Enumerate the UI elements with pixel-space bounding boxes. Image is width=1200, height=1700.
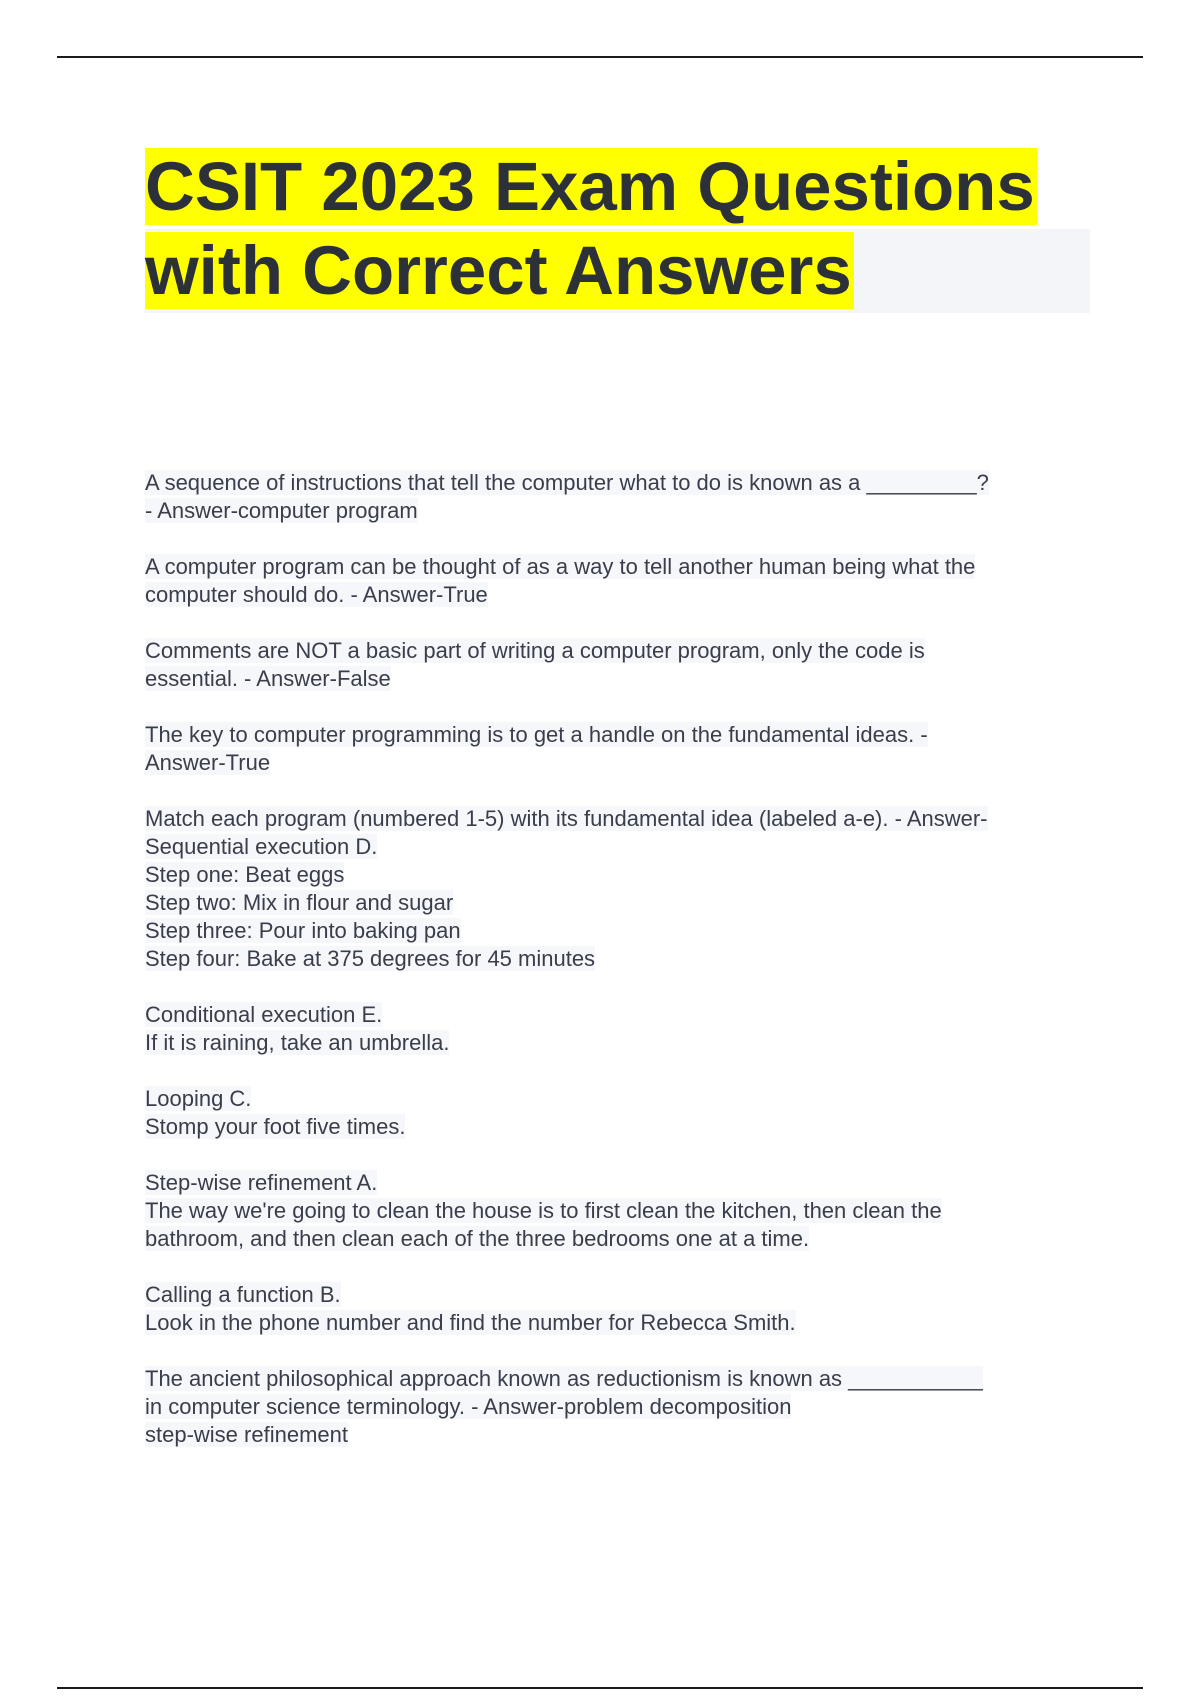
bottom-rule [57, 1687, 1143, 1689]
qa-line [145, 637, 1085, 665]
qa-line [145, 721, 1085, 749]
qa-line [145, 469, 1085, 497]
qa-line [145, 833, 1085, 861]
qa-line-text: Comments are NOT a basic part of writing a computer program, only the code is [145, 638, 925, 663]
title-line-2 [145, 229, 1090, 313]
qa-line-text: The way we're going to clean the house is to first clean the kitchen, then clean the [145, 1198, 942, 1223]
qa-line-text: Conditional execution E. [145, 1002, 383, 1027]
qa-line-text: - Answer-computer program [145, 498, 418, 523]
qa-line [145, 581, 1085, 609]
qa-line [145, 889, 1085, 917]
qa-line [145, 1281, 1085, 1309]
qa-item [145, 1365, 1085, 1449]
qa-line [145, 665, 1085, 693]
qa-line-text: Step-wise refinement A. [145, 1170, 378, 1195]
qa-line-text: Answer-True [145, 750, 271, 775]
qa-item [145, 1281, 1085, 1337]
qa-line [145, 1113, 1085, 1141]
qa-line-text: The key to computer programming is to get a handle on the fundamental ideas. - [145, 722, 928, 747]
qa-line [145, 1001, 1085, 1029]
qa-item [145, 553, 1085, 609]
qa-line [145, 1225, 1085, 1253]
qa-line [145, 553, 1085, 581]
qa-line-text: Calling a function B. [145, 1282, 341, 1307]
qa-line-text: Step one: Beat eggs [145, 862, 345, 887]
qa-line-text: bathroom, and then clean each of the three bedrooms one at a time. [145, 1226, 810, 1251]
qa-line [145, 805, 1085, 833]
qa-line-text: Step four: Bake at 375 degrees for 45 minutes [145, 946, 596, 971]
qa-line [145, 1309, 1085, 1337]
qa-line [145, 1197, 1085, 1225]
qa-line [145, 1365, 1085, 1393]
qa-line-text: If it is raining, take an umbrella. [145, 1030, 450, 1055]
qa-item [145, 1085, 1085, 1141]
qa-line-text: computer should do. - Answer-True [145, 582, 488, 607]
qa-item [145, 1169, 1085, 1253]
qa-line [145, 1169, 1085, 1197]
qa-line [145, 1421, 1085, 1449]
qa-line [145, 861, 1085, 889]
qa-line [145, 497, 1085, 525]
qa-line-text: A computer program can be thought of as a way to tell another human being what the [145, 554, 976, 579]
qa-line [145, 749, 1085, 777]
qa-item [145, 721, 1085, 777]
qa-line-text: Looping C. [145, 1086, 252, 1111]
qa-line-text: Step three: Pour into baking pan [145, 918, 461, 943]
qa-line-text: in computer science terminology. - Answer-problem decomposition [145, 1394, 792, 1419]
qa-line [145, 917, 1085, 945]
qa-line-text: step-wise refinement [145, 1422, 348, 1447]
document-title [145, 145, 1090, 313]
qa-line [145, 945, 1085, 973]
qa-item [145, 1001, 1085, 1057]
qa-line [145, 1393, 1085, 1421]
qa-item [145, 469, 1085, 525]
qa-line-text: essential. - Answer-False [145, 666, 391, 691]
qa-line-text: The ancient philosophical approach known as reductionism is known as ___________ [145, 1366, 983, 1391]
qa-line-text: Match each program (numbered 1-5) with its fundamental idea (labeled a-e). - Answer- [145, 806, 988, 831]
qa-item [145, 637, 1085, 693]
qa-line [145, 1029, 1085, 1057]
title-line-1 [145, 145, 1090, 229]
qa-line-text: Stomp your foot five times. [145, 1114, 406, 1139]
qa-line [145, 1085, 1085, 1113]
qa-line-text: A sequence of instructions that tell the computer what to do is known as a _________? [145, 470, 989, 495]
qa-list [145, 469, 1085, 1477]
qa-line-text: Step two: Mix in flour and sugar [145, 890, 454, 915]
qa-item [145, 805, 1085, 973]
title-line-1-text: CSIT 2023 Exam Questions [145, 148, 1035, 225]
qa-line-text: Sequential execution D. [145, 834, 378, 859]
title-line-2-text: with Correct Answers [145, 232, 852, 309]
top-rule [57, 56, 1143, 58]
qa-line-text: Look in the phone number and find the number for Rebecca Smith. [145, 1310, 796, 1335]
